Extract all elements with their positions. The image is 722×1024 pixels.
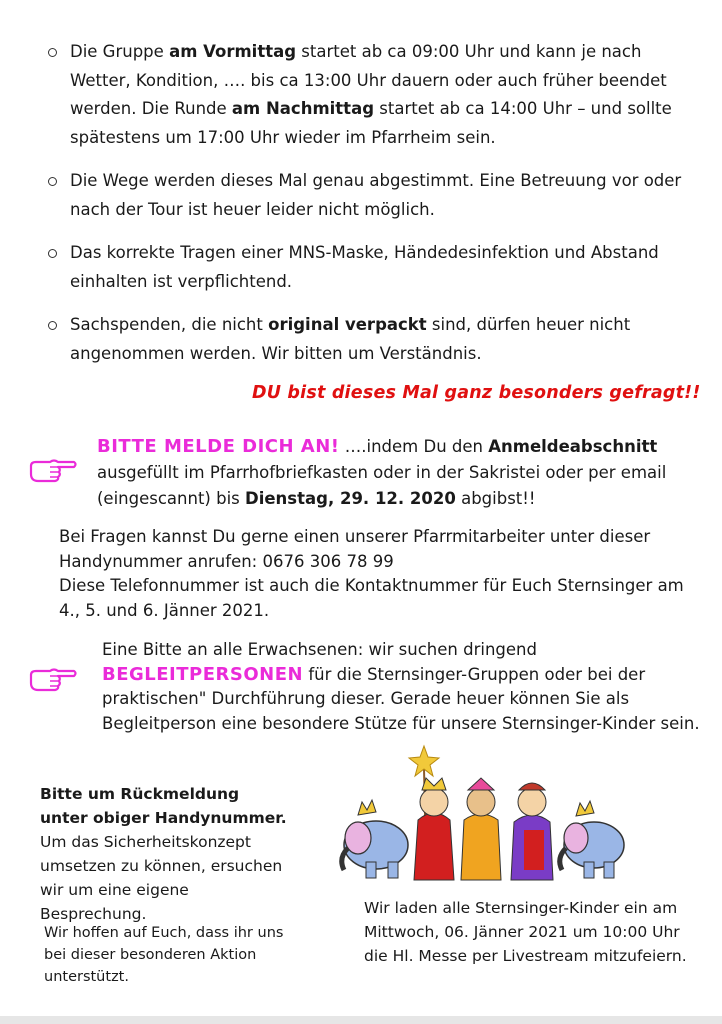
star-singers-illustration: [336, 740, 636, 890]
bullet-item-donations: Sachspenden, die nicht original verpackt sind, dürfen heuer nicht angenommen werden. Wir bitten um Verständnis.: [42, 311, 682, 368]
king-figure-1: [414, 778, 454, 880]
signup-heading: BITTE MELDE DICH AN!: [97, 436, 340, 457]
signup-paragraph: BITTE MELDE DICH AN! ….indem Du den Anmeldeabschnitt ausgefüllt im Pfarrhofbriefkasten oder in der Sakristei oder per email (eingescannt) bis Dienstag, 29. 12. 2020 abgibst!!: [97, 436, 667, 508]
pointing-hand-icon: [28, 456, 78, 486]
adults-intro: Eine Bitte an alle Erwachsenen: wir suchen dringend: [102, 640, 537, 659]
bullet-item-mask: Das korrekte Tragen einer MNS-Maske, Händedesinfektion und Abstand einhalten ist verpflichtend.: [42, 239, 682, 296]
invite-paragraph: Wir laden alle Sternsinger-Kinder ein am Mittwoch, 06. Jänner 2021 um 10:00 Uhr die Hl. Messe per Livestream mitzufeiern.: [364, 899, 687, 965]
highlight-text: DU bist dieses Mal ganz besonders gefragt!!: [252, 383, 701, 403]
bullet-circle-icon: [48, 321, 57, 330]
elephant-icon: [560, 801, 624, 878]
adults-paragraph: Eine Bitte an alle Erwachsenen: wir suchen dringend BEGLEITPERSONEN für die Sternsinger-Gruppen oder bei der praktischen" Durchführung dieser. Gerade heuer können Sie als Begleitperson eine besondere Stütze für unsere Sternsinger-Kinder sein.: [102, 638, 702, 736]
king-figure-2: [461, 778, 501, 880]
bullet-item-schedule: Die Gruppe am Vormittag startet ab ca 09:00 Uhr und kann je nach Wetter, Kondition, …. bis ca 13:00 Uhr dauern oder auch früher beendet werden. Die Runde am Nachmittag startet ab ca 14:00 Uhr – und sollte spätestens um 17:00 Uhr wieder im Pfarrheim sein.: [42, 38, 682, 152]
bullet-circle-icon: [48, 48, 57, 57]
bullet-list: [42, 38, 682, 383]
hope-paragraph: Wir hoffen auf Euch, dass ihr uns bei dieser besonderen Aktion unterstützt.: [44, 925, 284, 985]
contact-line-1: Bei Fragen kannst Du gerne einen unserer Pfarrmitarbeiter unter dieser Handynummer anrufen: 0676 306 78 99: [59, 527, 651, 571]
elephant-icon: [342, 800, 408, 878]
feedback-paragraph: Bitte um Rückmeldung unter obiger Handynummer. Um das Sicherheitskonzept umsetzen zu können, ersuchen wir um eine eigene Besprechung.: [40, 785, 287, 923]
bullet-circle-icon: [48, 177, 57, 186]
bullet-circle-icon: [48, 249, 57, 258]
pointing-hand-icon: [28, 665, 78, 695]
contact-paragraph: [59, 525, 689, 623]
king-figure-3: [511, 783, 553, 880]
adults-heading: BEGLEITPERSONEN: [102, 663, 304, 685]
bottom-bar: [0, 1016, 722, 1024]
bullet-item-routes: Die Wege werden dieses Mal genau abgestimmt. Eine Betreuung vor oder nach der Tour ist heuer leider nicht möglich.: [42, 167, 682, 224]
contact-line-2: Diese Telefonnummer ist auch die Kontaktnummer für Euch Sternsinger am 4., 5. und 6. Jänner 2021.: [59, 576, 684, 620]
